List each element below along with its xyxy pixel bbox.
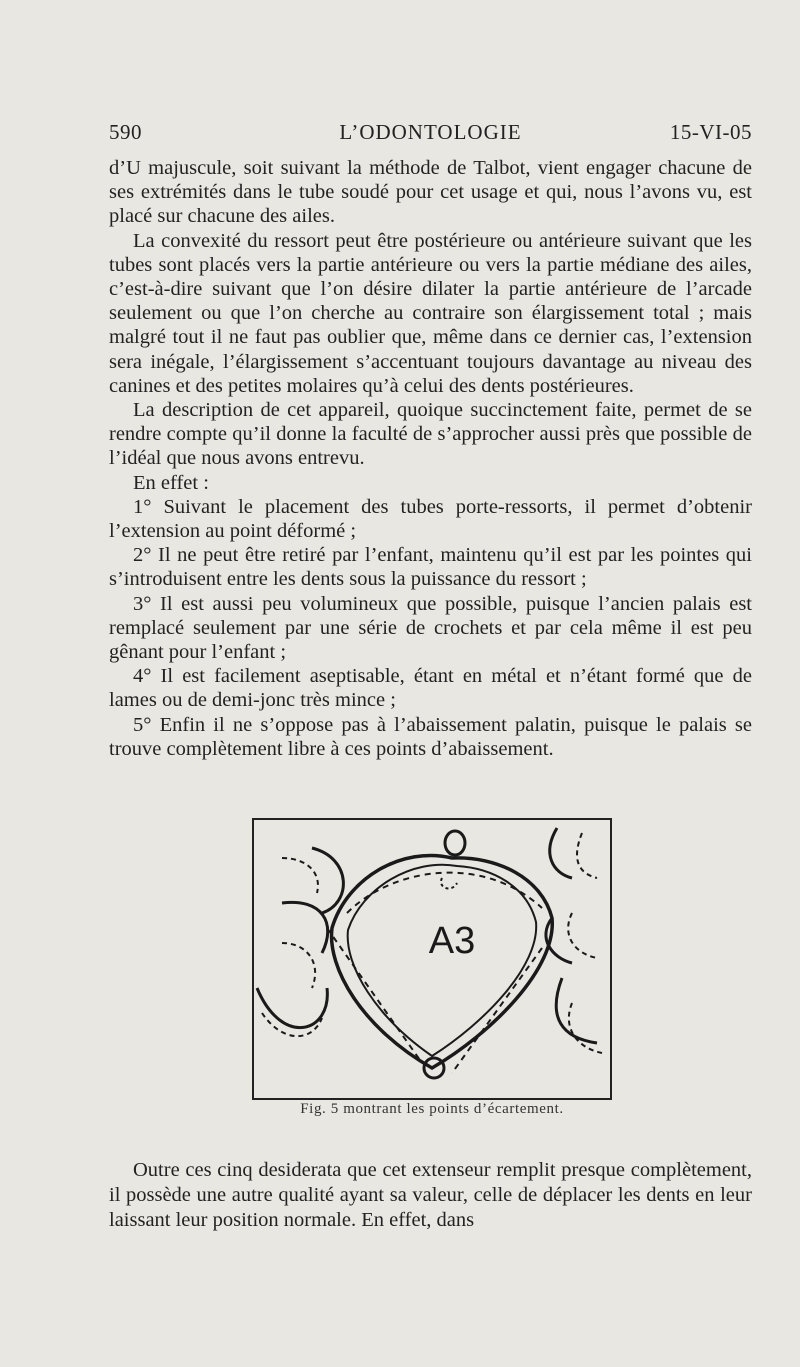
paragraph-en-effet: En effet :	[133, 471, 209, 494]
paragraph-description: La description de cet appareil, quoique succinctement faite, permet de se rendre compte qu’il donne la faculté de s’approcher aussi près que possible de l’idéal que nous avons entrevu.	[109, 399, 752, 470]
closing-paragraph: Outre ces cinq desiderata que cet extenseur remplit presque complètement, il possède une autre qualité ayant sa valeur, celle de déplacer les dents en leur laissant leur position normale. En effet, dans	[109, 1159, 752, 1231]
list-item-5: 5° Enfin il ne s’oppose pas à l’abaissement palatin, puisque le palais se trouve complètement libre à ces points d’abaissement.	[109, 713, 752, 760]
figure-5	[252, 818, 612, 1100]
list-item-3: 3° Il est aussi peu volumineux que possible, puisque l’ancien palais est remplacé seulement par une série de crochets et par cela même il est peu gênant pour l’enfant ;	[109, 592, 752, 664]
page-number: 590	[109, 120, 142, 144]
list-item-2: 2° Il ne peut être retiré par l’enfant, maintenu qu’il est par les pointes qui s’introduisent entre les dents sous la puissance du ressort ;	[109, 544, 752, 591]
running-header	[109, 120, 752, 150]
journal-title: L’ODONTOLOGIE	[339, 120, 522, 144]
body-text	[109, 156, 752, 761]
figure-label: A3	[428, 920, 476, 962]
paragraph-continuation: d’U majuscule, soit suivant la méthode de Talbot, vient engager chacune de ses extrémités dans le tube soudé pour cet usage et qui, nous l’avons vu, est placé sur chacune des ailes.	[109, 157, 752, 228]
appliance-diagram	[252, 818, 612, 1100]
figure-caption: Fig. 5 montrant les points d’écartement.	[300, 1101, 564, 1117]
list-item-4: 4° Il est facilement aseptisable, étant en métal et n’étant formé que de lames ou de demi-jonc très mince ;	[109, 665, 752, 712]
paragraph-convexite: La convexité du ressort peut être postérieure ou antérieure suivant que les tubes sont placés vers la partie antérieure ou vers la partie médiane des ailes, c’est-à-dire suivant que l’on désire dilater la partie antérieure de l’arcade seulement ou que l’on cherche au contraire son élargissement total ; mais malgré tout il ne faut pas oublier que, même dans ce dernier cas, l’extension sera inégale, l’élargissement s’accentuant toujours davantage au niveau des canines et des petites molaires qu’à celui des dents postérieures.	[109, 229, 752, 397]
list-item-1: 1° Suivant le placement des tubes porte-ressorts, il permet d’obtenir l’extension au point déformé ;	[109, 495, 752, 543]
closing-text	[109, 1158, 752, 1232]
issue-date: 15-VI-05	[669, 120, 752, 144]
